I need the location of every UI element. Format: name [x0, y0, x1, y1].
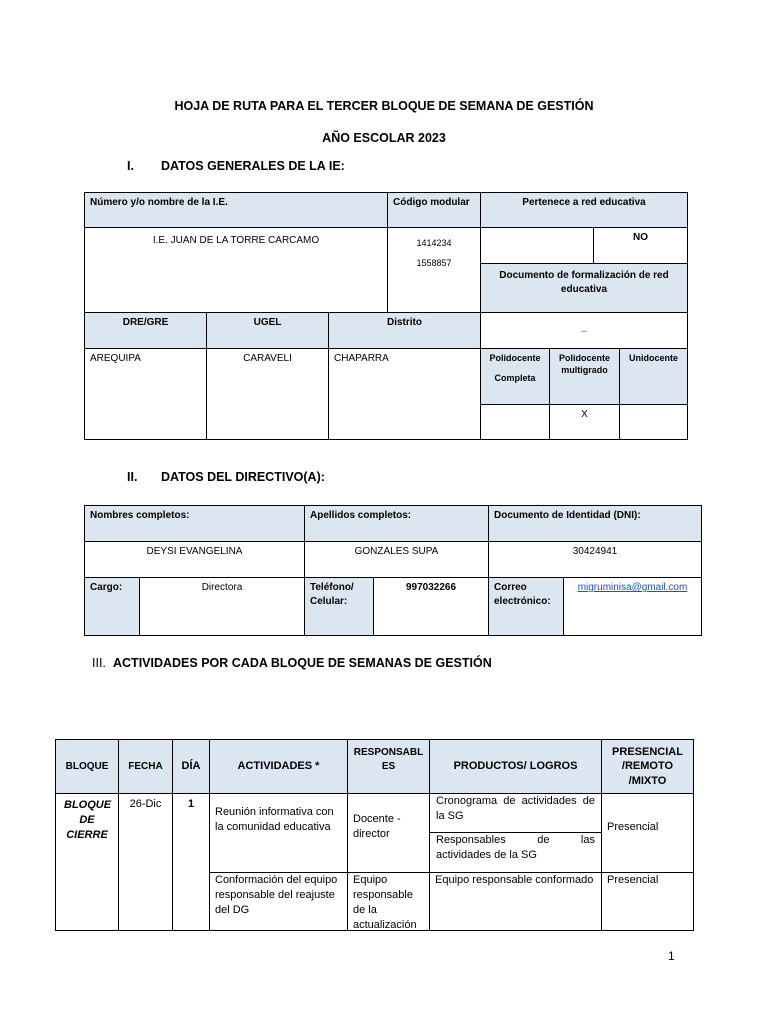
dia-value: 1 [187, 798, 195, 810]
multigrado-mark: X [581, 409, 588, 420]
row1-producto-a: Cronograma de actividades de la SG [436, 795, 595, 822]
ugel-value: CARAVELI [243, 353, 292, 364]
section3-number: III. [92, 656, 106, 670]
row1-actividad: Reunión informativa con la comunidad educativa [215, 806, 334, 833]
section2-number: II. [127, 470, 138, 484]
header-unidocente [619, 348, 688, 405]
cargo-value: Directora [201, 582, 243, 593]
header-doc-red [480, 263, 688, 313]
header-multigrado [549, 348, 620, 405]
distrito-cell [328, 348, 481, 440]
nombre-ie-value: I.E. JUAN DE LA TORRE CARCAMO [152, 235, 320, 246]
fecha-value: 26-Dic [129, 798, 162, 810]
header-cargo-label: Cargo: [90, 582, 123, 593]
dni-value: 30424941 [572, 546, 618, 557]
header-dre-label: DRE/GRE [122, 317, 169, 328]
row2-modalidad: Presencial [607, 874, 659, 886]
header-unidocente-label: Unidocente [628, 353, 678, 363]
row1-modalidad: Presencial [607, 821, 659, 833]
row2-producto: Equipo responsable conformado [435, 874, 594, 886]
dre-cell [84, 348, 207, 440]
header-bloque [55, 739, 119, 794]
bloque-value: BLOQUE DE CIERRE [64, 799, 112, 841]
header-telefono-label: Teléfono/ Celular: [310, 582, 354, 607]
header-dni-label: Documento de Identidad (DNI): [494, 510, 641, 521]
row2-producto-cell [429, 872, 602, 931]
nombres-value: DEYSI EVANGELINA [146, 546, 243, 557]
dni-cell [488, 541, 702, 578]
header-fecha [118, 739, 173, 794]
header-nombres [84, 505, 305, 542]
header-productos [429, 739, 602, 794]
header-nombre-ie-label: Número y/o nombre de la I.E. [90, 197, 228, 208]
row1-producto-divider [430, 832, 601, 833]
bloque-cell [55, 793, 119, 931]
ugel-cell [206, 348, 329, 440]
header-fecha-label: FECHA [128, 760, 163, 772]
row1-productos-cell [429, 793, 602, 873]
header-red-label: Pertenece a red educativa [522, 197, 646, 208]
header-dia-label: DÍA [181, 760, 201, 773]
document-subtitle: AÑO ESCOLAR 2023 [322, 131, 446, 145]
section1-title: DATOS GENERALES DE LA IE: [161, 159, 345, 173]
header-apellidos [304, 505, 489, 542]
page-number: 1 [668, 949, 675, 963]
nombre-ie-cell [84, 227, 388, 313]
red-si-cell [480, 227, 594, 264]
row1-responsable: Docente - director [353, 813, 401, 840]
nombres-cell [84, 541, 305, 578]
header-actividades-label: ACTIVIDADES * [237, 760, 320, 773]
multigrado-mark-cell [549, 404, 620, 440]
header-correo [488, 577, 564, 636]
row2-modalidad-cell [601, 872, 694, 931]
header-dre [84, 312, 207, 349]
header-nombre-ie [84, 192, 388, 228]
header-cargo [84, 577, 140, 636]
dre-value: AREQUIPA [90, 353, 141, 364]
row2-responsable: Equipo responsable de la actualización [353, 874, 417, 931]
codigo-modular-1: 1414234 [416, 238, 452, 248]
header-productos-label: PRODUCTOS/ LOGROS [453, 760, 578, 773]
row1-responsable-cell [347, 793, 430, 873]
telefono-value: 997032266 [405, 582, 457, 593]
header-ugel [206, 312, 329, 349]
codigo-modular-2: 1558857 [416, 257, 452, 268]
header-ugel-label: UGEL [253, 317, 282, 328]
header-polidocente-line2: Completa [494, 372, 536, 383]
header-codigo-label: Código modular [393, 197, 470, 208]
header-modalidad [601, 739, 694, 794]
row1-producto-a-box [430, 794, 601, 832]
section1-number: I. [127, 159, 134, 173]
correo-cell [563, 577, 702, 636]
header-responsables [347, 739, 430, 794]
red-no-cell [593, 227, 688, 264]
section3-title: ACTIVIDADES POR CADA BLOQUE DE SEMANAS DE GESTIÓN [113, 656, 492, 670]
row2-actividad-cell [209, 872, 348, 931]
telefono-cell [373, 577, 489, 636]
unidocente-mark-cell [619, 404, 688, 440]
doc-red-value: _ [581, 322, 587, 333]
header-polidocente-line1: Polidocente [489, 353, 541, 363]
codigo-modular-cell [387, 227, 481, 313]
header-nombres-label: Nombres completos: [90, 510, 190, 521]
header-modalidad-label: PRESENCIAL /REMOTO /MIXTO [612, 746, 683, 787]
header-telefono [304, 577, 374, 636]
header-dni [488, 505, 702, 542]
header-actividades [209, 739, 348, 794]
header-dia [172, 739, 210, 794]
header-doc-red-label: Documento de formalización de red educativa [499, 270, 669, 295]
header-distrito-label: Distrito [387, 317, 422, 328]
header-polidocente [480, 348, 550, 405]
row1-modalidad-cell [601, 793, 694, 873]
header-responsables-label: RESPONSABLES [353, 747, 424, 772]
cargo-cell [139, 577, 305, 636]
polidocente-mark-cell [480, 404, 550, 440]
doc-red-cell [480, 312, 688, 349]
document-title: HOJA DE RUTA PARA EL TERCER BLOQUE DE SEMANA DE GESTIÓN [174, 99, 594, 113]
fecha-cell [118, 793, 173, 931]
apellidos-value: GONZALES SUPA [354, 546, 439, 557]
header-distrito [328, 312, 481, 349]
dia-cell [172, 793, 210, 931]
row1-producto-b: Responsables de las actividades de la SG [436, 834, 595, 861]
header-apellidos-label: Apellidos completos: [310, 510, 412, 521]
header-codigo-modular [387, 192, 481, 228]
header-multigrado-label: Polidocente multigrado [558, 353, 610, 376]
header-bloque-label: BLOQUE [65, 760, 109, 772]
row2-actividad: Conformación del equipo responsable del reajuste del DG [215, 874, 338, 916]
email-link[interactable]: migruminisa@gmail.com [577, 582, 688, 593]
row2-responsable-cell [347, 872, 430, 931]
section2-title: DATOS DEL DIRECTIVO(A): [161, 470, 325, 484]
row1-actividad-cell [209, 793, 348, 873]
red-no-value: NO [633, 232, 648, 243]
header-red-educativa [480, 192, 688, 228]
distrito-value: CHAPARRA [334, 353, 389, 364]
apellidos-cell [304, 541, 489, 578]
header-correo-label: Correo electrónico: [494, 582, 551, 607]
row1-producto-b-box [430, 832, 601, 864]
